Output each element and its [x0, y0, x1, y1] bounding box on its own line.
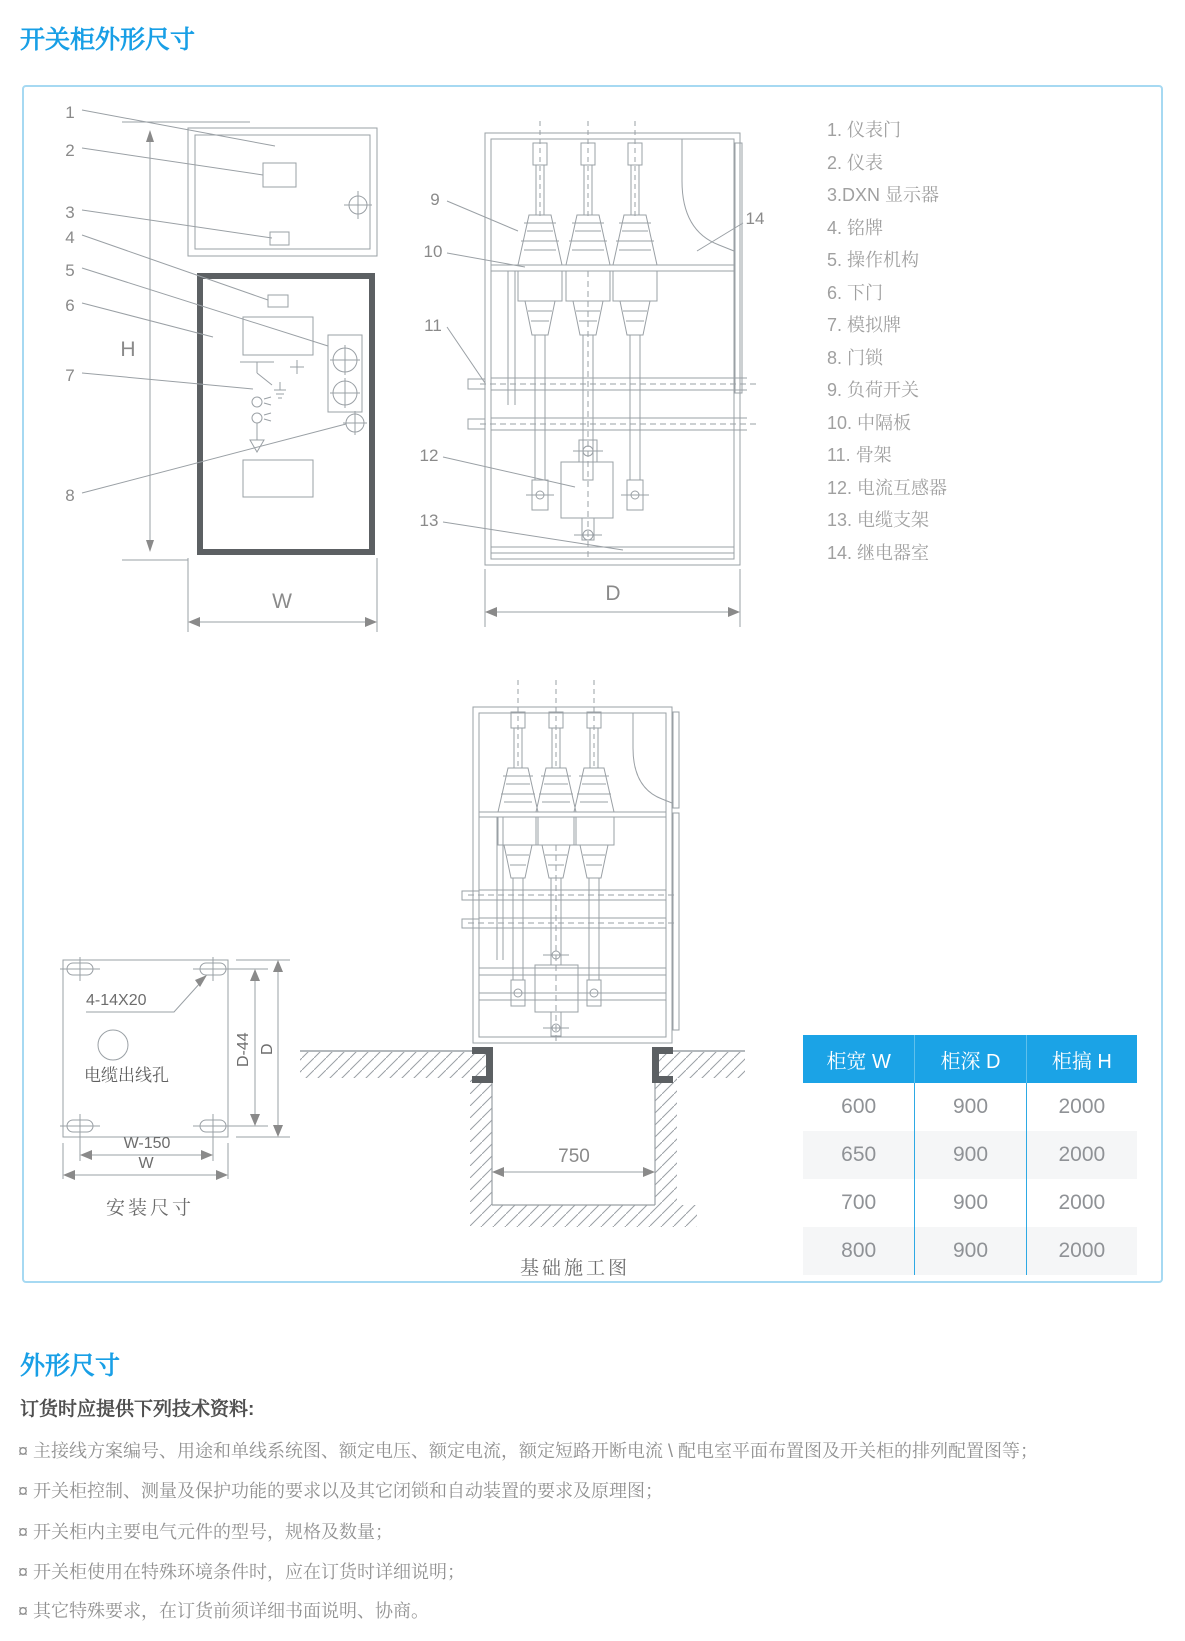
table-cell: 2000 [1026, 1179, 1137, 1227]
legend-item: 6. 下门 [827, 282, 884, 303]
front-callout-2: 2 [65, 141, 75, 160]
front-callout-8: 8 [65, 486, 75, 505]
order-requirements-heading: 订货时应提供下列技术资料: [20, 1399, 255, 1420]
front-callout-3: 3 [65, 203, 75, 222]
parts-legend [827, 114, 947, 569]
legend-item: 11. 骨架 [827, 445, 892, 465]
side-callout-12: 12 [419, 446, 439, 465]
front-dim-h: H [120, 338, 136, 361]
trench-width-label: 750 [558, 1146, 590, 1167]
legend-item: 8. 门锁 [827, 347, 884, 368]
front-dim-w: W [272, 590, 292, 613]
legend-item: 10. 中隔板 [827, 412, 912, 433]
cable-outlet-label: 电缆出线孔 [84, 1066, 169, 1085]
foundation-ground [300, 1047, 745, 1227]
table-row [803, 1179, 1137, 1227]
front-callout-5: 5 [65, 261, 75, 280]
section-title: 外形尺寸 [20, 1352, 121, 1380]
dimensions-table [803, 1035, 1137, 1275]
table-cell: 2000 [1026, 1131, 1137, 1179]
legend-item: 4. 铭牌 [827, 217, 884, 238]
legend-item: 14. 继电器室 [827, 542, 930, 563]
order-bullet: ¤ 开关柜使用在特殊环境条件时，应在订货时详细说明； [18, 1562, 466, 1582]
page-title: 开关柜外形尺寸 [20, 26, 196, 54]
legend-item: 5. 操作机构 [827, 250, 920, 270]
table-cell: 700 [841, 1191, 877, 1214]
side-callout-9: 9 [430, 190, 440, 209]
dim-w-label: W [138, 1155, 154, 1172]
foundation-drawing [290, 650, 755, 1258]
front-callout-1: 1 [65, 103, 75, 122]
table-cell: 2000 [1026, 1083, 1137, 1131]
table-cell: 2000 [1026, 1227, 1137, 1275]
table-cell: 900 [914, 1179, 1025, 1227]
side-view-lines [443, 121, 759, 627]
table-header-row [803, 1035, 1137, 1083]
table-header-depth: 柜深 D [914, 1035, 1025, 1083]
legend-item: 13. 电缆支架 [827, 510, 930, 530]
table-header-height: 柜搞 H [1026, 1035, 1137, 1083]
legend-item: 7. 模拟牌 [827, 315, 902, 335]
table-cell: 600 [841, 1095, 877, 1118]
legend-item: 1. 仪表门 [827, 120, 902, 140]
dim-d-label: D [259, 1043, 276, 1055]
table-header-width: 柜宽 W [826, 1050, 891, 1073]
legend-item: 9. 负荷开关 [827, 380, 920, 400]
table-row [803, 1227, 1137, 1275]
channel-embeds [472, 1047, 673, 1083]
order-bullet: ¤ 开关柜控制、测量及保护功能的要求以及其它闭锁和自动装置的要求及原理图； [18, 1481, 664, 1501]
front-view-drawing [42, 90, 392, 640]
table-cell: 900 [914, 1083, 1025, 1131]
installation-caption: 安装尺寸 [105, 1198, 194, 1219]
table-cell: 800 [841, 1239, 877, 1262]
front-callout-7: 7 [65, 366, 75, 385]
front-callout-4: 4 [65, 228, 75, 247]
legend-item: 3.DXN 显示器 [827, 185, 940, 205]
front-callout-6: 6 [65, 296, 75, 315]
legend-item: 12. 电流互感器 [827, 477, 948, 498]
table-row [803, 1083, 1137, 1131]
table-row [803, 1131, 1137, 1179]
dim-d44-label: D-44 [235, 1032, 252, 1067]
front-view-lines [82, 110, 377, 632]
order-bullet: ¤ 主接线方案编号、用途和单线系统图、额定电压、额定电流，额定短路开断电流 \ 配电室平面布置图及开关柜的排列配置图等； [18, 1441, 1039, 1461]
legend-item: 2. 仪表 [827, 152, 884, 173]
order-bullet: ¤ 其它特殊要求，在订货前须详细书面说明、协商。 [18, 1601, 430, 1621]
side-dim-d: D [605, 582, 621, 605]
side-callout-14: 14 [745, 209, 765, 228]
side-callout-10: 10 [423, 242, 443, 261]
table-cell: 900 [914, 1131, 1025, 1179]
table-cell: 900 [914, 1227, 1025, 1275]
bolt-hole-label: 4-14X20 [86, 992, 147, 1009]
dim-w150-label: W-150 [123, 1135, 171, 1152]
side-callout-11: 11 [424, 316, 442, 335]
foundation-cabinet-lines [462, 680, 679, 1045]
side-view-drawing [385, 95, 785, 630]
foundation-caption: 基础施工图 [519, 1258, 630, 1279]
installation-drawing [50, 895, 295, 1195]
order-bullet: ¤ 开关柜内主要电气元件的型号，规格及数量； [18, 1522, 394, 1542]
table-cell: 650 [841, 1143, 877, 1166]
side-callout-13: 13 [419, 511, 439, 530]
